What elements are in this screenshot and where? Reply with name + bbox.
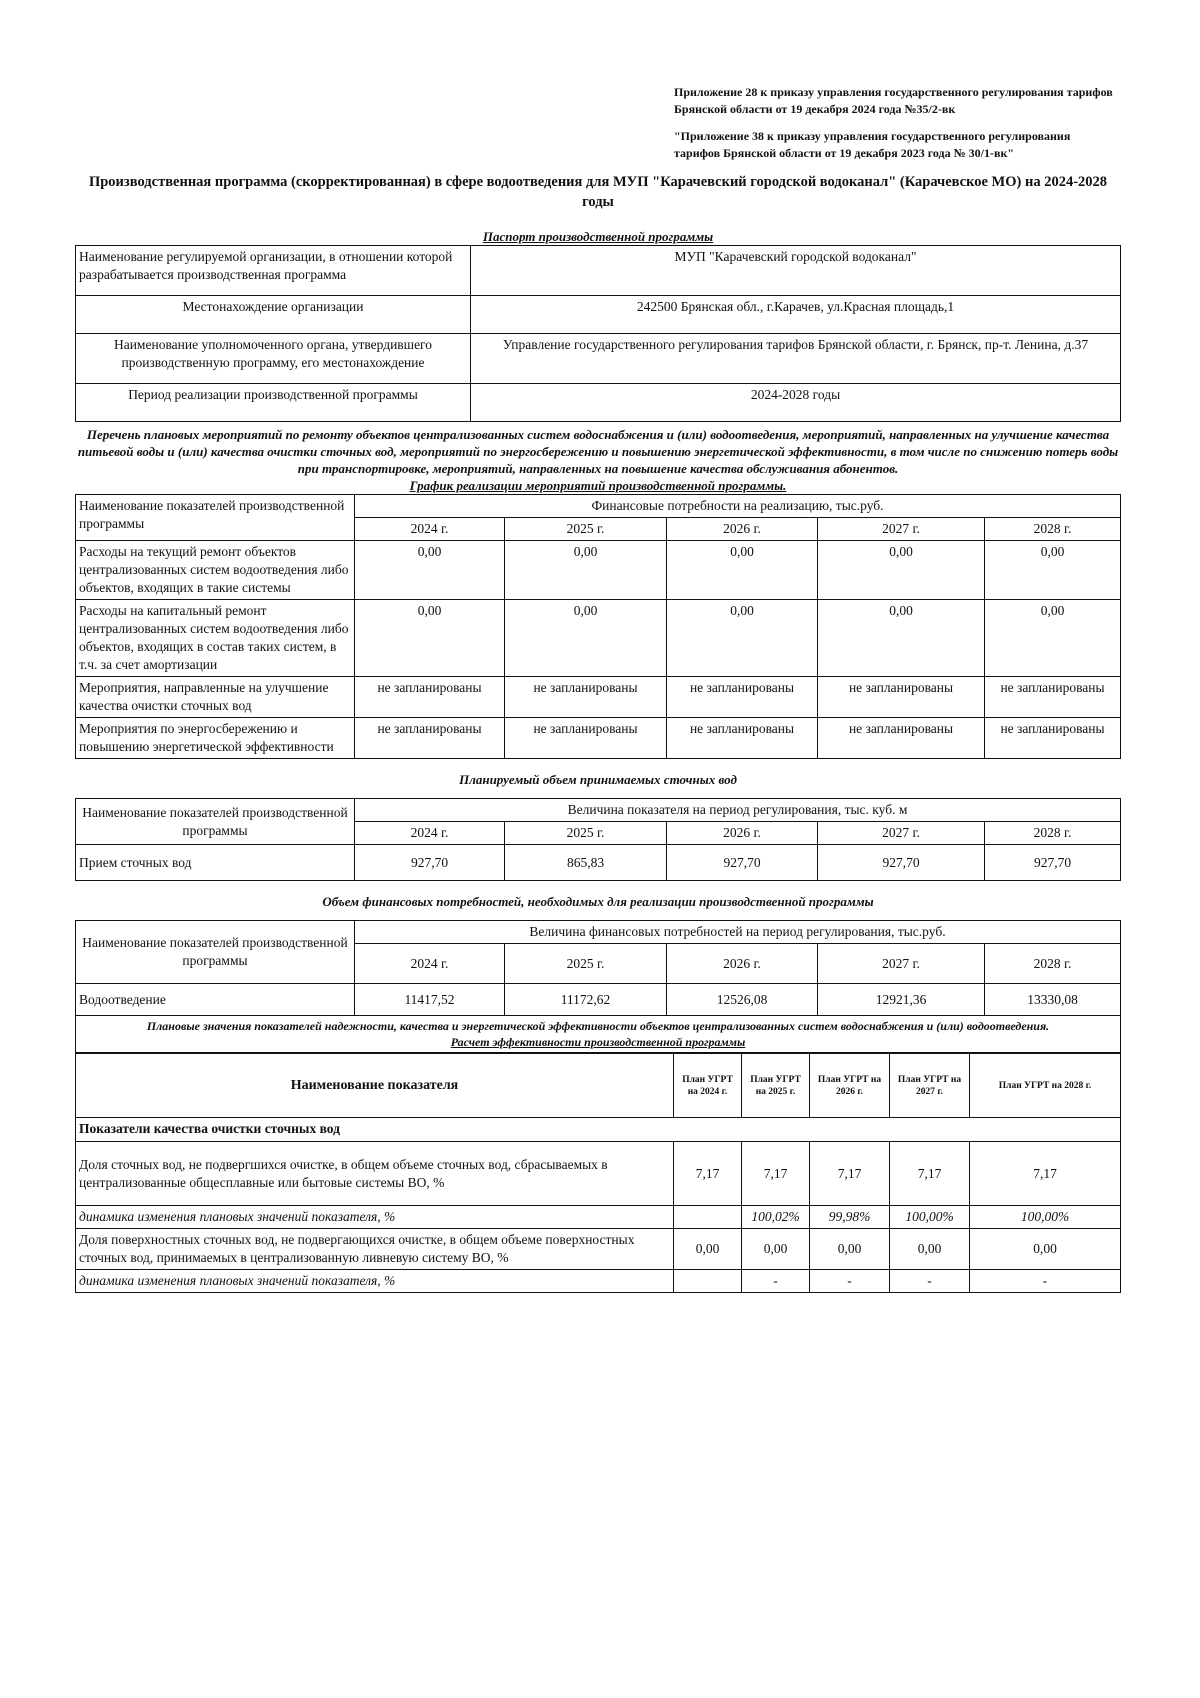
plan-header: План УГРТ на 2028 г. (970, 1054, 1121, 1118)
cell-value: не запланированы (818, 677, 985, 718)
cell-value: 0,00 (985, 600, 1121, 677)
row-label: Доля сточных вод, не подвергшихся очистке, в общем объеме сточных вод, сбрасываемых в централизованные общесплавные или бытовые системы ВО, % (76, 1142, 674, 1206)
column-header: Наименование показателей производственной программы (76, 799, 355, 845)
row-label: Мероприятия, направленные на улучшение качества очистки сточных вод (76, 677, 355, 718)
cell-value: не запланированы (985, 718, 1121, 759)
measures-subcaption: График реализации мероприятий производственной программы. (409, 478, 787, 493)
row-label: Водоотведение (76, 984, 355, 1016)
group-header: Финансовые потребности на реализацию, тыс.руб. (355, 495, 1121, 518)
cell-value (674, 1206, 742, 1229)
cell-value: 99,98% (810, 1206, 890, 1229)
finance-caption: Объем финансовых потребностей, необходимых для реализации производственной программы (322, 894, 874, 909)
cell-value: 0,00 (818, 541, 985, 600)
plan-header: План УГРТ на 2027 г. (890, 1054, 970, 1118)
table-row (76, 1270, 1121, 1293)
row-label: динамика изменения плановых значений показателя, % (76, 1270, 674, 1293)
table-header-row (76, 799, 1121, 822)
section-row (76, 1118, 1121, 1142)
cell-value: 0,00 (667, 541, 818, 600)
measures-table (75, 494, 1121, 759)
cell-value: 0,00 (810, 1229, 890, 1270)
table-row (76, 1206, 1121, 1229)
year-header: 2027 г. (818, 822, 985, 845)
table-row (76, 296, 1121, 334)
column-header: Наименование показателя (76, 1054, 674, 1118)
year-header: 2025 г. (505, 518, 667, 541)
table-row (76, 984, 1121, 1016)
row-label: Расходы на текущий ремонт объектов централизованных систем водоотведения либо объектов, входящих в такие системы (76, 541, 355, 600)
passport-value: Управление государственного регулирования тарифов Брянской области, г. Брянск, пр-т. Ленина, д.37 (471, 334, 1121, 384)
cell-value: не запланированы (667, 718, 818, 759)
plan-header: План УГРТ на 2026 г. (810, 1054, 890, 1118)
measures-caption: Перечень плановых мероприятий по ремонту объектов централизованных систем водоснабжения и (или) водоотведения, мероприятий, направленных на улучшение качества питьевой воды и (или) качества очистки сточных вод, мероприятий по энергосбережению и повышению энергетической эффективности, в том числе по снижению потерь воды при транспортировке, мероприятий, направленных на повышение качества обслуживания абонентов. (77, 427, 1119, 476)
year-header: 2025 г. (505, 822, 667, 845)
cell-value (674, 1270, 742, 1293)
year-header: 2026 г. (667, 944, 818, 984)
cell-value: 0,00 (667, 600, 818, 677)
volume-caption: Планируемый объем принимаемых сточных вод (459, 772, 737, 787)
year-header: 2028 г. (985, 518, 1121, 541)
cell-value: - (742, 1270, 810, 1293)
cell-value: 0,00 (970, 1229, 1121, 1270)
cell-value: 12921,36 (818, 984, 985, 1016)
year-header: 2026 г. (667, 822, 818, 845)
cell-value: 927,70 (667, 845, 818, 881)
row-label: Мероприятия по энергосбережению и повышению энергетической эффективности (76, 718, 355, 759)
table-header-row (76, 1054, 1121, 1118)
cell-value: 100,00% (890, 1206, 970, 1229)
column-header: Наименование показателей производственной программы (76, 921, 355, 984)
column-header: Наименование показателей производственной программы (76, 495, 355, 541)
cell-value: не запланированы (505, 677, 667, 718)
passport-table (75, 245, 1121, 422)
cell-value: не запланированы (355, 718, 505, 759)
row-label: Доля поверхностных сточных вод, не подвергающихся очистке, в общем объеме поверхностных сточных вод, принимаемых в централизованную ливневую систему ВО, % (76, 1229, 674, 1270)
year-header: 2026 г. (667, 518, 818, 541)
group-header: Величина финансовых потребностей на период регулирования, тыс.руб. (355, 921, 1121, 944)
row-label: Расходы на капитальный ремонт централизованных систем водоотведения либо объектов, входящих в состав таких систем, в т.ч. за счет амортизации (76, 600, 355, 677)
cell-value: 13330,08 (985, 984, 1121, 1016)
cell-value: не запланированы (505, 718, 667, 759)
table-header-row (76, 495, 1121, 518)
cell-value: 0,00 (985, 541, 1121, 600)
cell-value: 7,17 (674, 1142, 742, 1206)
volume-table (75, 798, 1121, 881)
passport-value: 242500 Брянская обл., г.Карачев, ул.Красная площадь,1 (471, 296, 1121, 334)
cell-value: 927,70 (355, 845, 505, 881)
table-row (76, 600, 1121, 677)
appendix-block (674, 84, 1114, 162)
cell-value: не запланированы (355, 677, 505, 718)
cell-value: не запланированы (985, 677, 1121, 718)
table-row (76, 1229, 1121, 1270)
passport-label: Наименование уполномоченного органа, утвердившего производственную программу, его местонахождение (76, 334, 471, 384)
table-row (76, 246, 1121, 296)
cell-value: 0,00 (818, 600, 985, 677)
year-header: 2028 г. (985, 944, 1121, 984)
cell-value: 0,00 (505, 600, 667, 677)
group-header: Величина показателя на период регулирования, тыс. куб. м (355, 799, 1121, 822)
cell-value: 0,00 (505, 541, 667, 600)
finance-table (75, 920, 1121, 1053)
reliability-caption-cell (76, 1016, 1121, 1053)
cell-value: 11417,52 (355, 984, 505, 1016)
reliability-subcaption: Расчет эффективности производственной программы (450, 1035, 746, 1049)
cell-value: 0,00 (355, 541, 505, 600)
passport-label: Местонахождение организации (76, 296, 471, 334)
cell-value: - (970, 1270, 1121, 1293)
cell-value: 0,00 (355, 600, 505, 677)
cell-value: 0,00 (742, 1229, 810, 1270)
document-page (75, 84, 1121, 1293)
passport-label: Наименование регулируемой организации, в отношении которой разрабатывается производственная программа (76, 246, 471, 296)
passport-value: 2024-2028 годы (471, 384, 1121, 422)
cell-value: не запланированы (818, 718, 985, 759)
section-title: Показатели качества очистки сточных вод (76, 1118, 1121, 1142)
row-label: Прием сточных вод (76, 845, 355, 881)
cell-value: 865,83 (505, 845, 667, 881)
cell-value: 0,00 (890, 1229, 970, 1270)
reliability-table (75, 1053, 1121, 1293)
cell-value: 7,17 (890, 1142, 970, 1206)
table-row (76, 718, 1121, 759)
plan-header: План УГРТ на 2025 г. (742, 1054, 810, 1118)
cell-value: 0,00 (674, 1229, 742, 1270)
row-label: динамика изменения плановых значений показателя, % (76, 1206, 674, 1229)
year-header: 2024 г. (355, 822, 505, 845)
table-row (76, 1016, 1121, 1053)
table-row (76, 1142, 1121, 1206)
year-header: 2024 г. (355, 944, 505, 984)
passport-value: МУП "Карачевский городской водоканал" (471, 246, 1121, 296)
document-title: Производственная программа (скорректированная) в сфере водоотведения для МУП "Карачевский городской водоканал" (Карачевское МО) на 2024-2028 годы (88, 174, 1108, 210)
cell-value: 927,70 (985, 845, 1121, 881)
plan-header: План УГРТ на 2024 г. (674, 1054, 742, 1118)
year-header: 2024 г. (355, 518, 505, 541)
table-row (76, 845, 1121, 881)
cell-value: 927,70 (818, 845, 985, 881)
cell-value: 7,17 (810, 1142, 890, 1206)
reliability-caption: Плановые значения показателей надежности, качества и энергетической эффективности объектов централизованных систем водоснабжения и (или) водоотведения. (146, 1019, 1050, 1033)
appendix-note-1: Приложение 28 к приказу управления государственного регулирования тарифов Брянской области от 19 декабря 2024 года №35/2-вк (674, 85, 1113, 116)
passport-caption: Паспорт производственной программы (482, 229, 714, 244)
year-header: 2025 г. (505, 944, 667, 984)
table-row (76, 541, 1121, 600)
cell-value: 11172,62 (505, 984, 667, 1016)
year-header: 2028 г. (985, 822, 1121, 845)
passport-label: Период реализации производственной программы (76, 384, 471, 422)
year-header: 2027 г. (818, 518, 985, 541)
cell-value: 7,17 (970, 1142, 1121, 1206)
cell-value: не запланированы (667, 677, 818, 718)
cell-value: 12526,08 (667, 984, 818, 1016)
table-row (76, 334, 1121, 384)
table-row (76, 384, 1121, 422)
cell-value: - (810, 1270, 890, 1293)
cell-value: 100,02% (742, 1206, 810, 1229)
appendix-note-2: "Приложение 38 к приказу управления государственного регулирования тарифов Брянской области от 19 декабря 2023 года № 30/1-вк" (674, 129, 1071, 160)
cell-value: - (890, 1270, 970, 1293)
table-header-row (76, 921, 1121, 944)
year-header: 2027 г. (818, 944, 985, 984)
cell-value: 7,17 (742, 1142, 810, 1206)
table-row (76, 677, 1121, 718)
cell-value: 100,00% (970, 1206, 1121, 1229)
